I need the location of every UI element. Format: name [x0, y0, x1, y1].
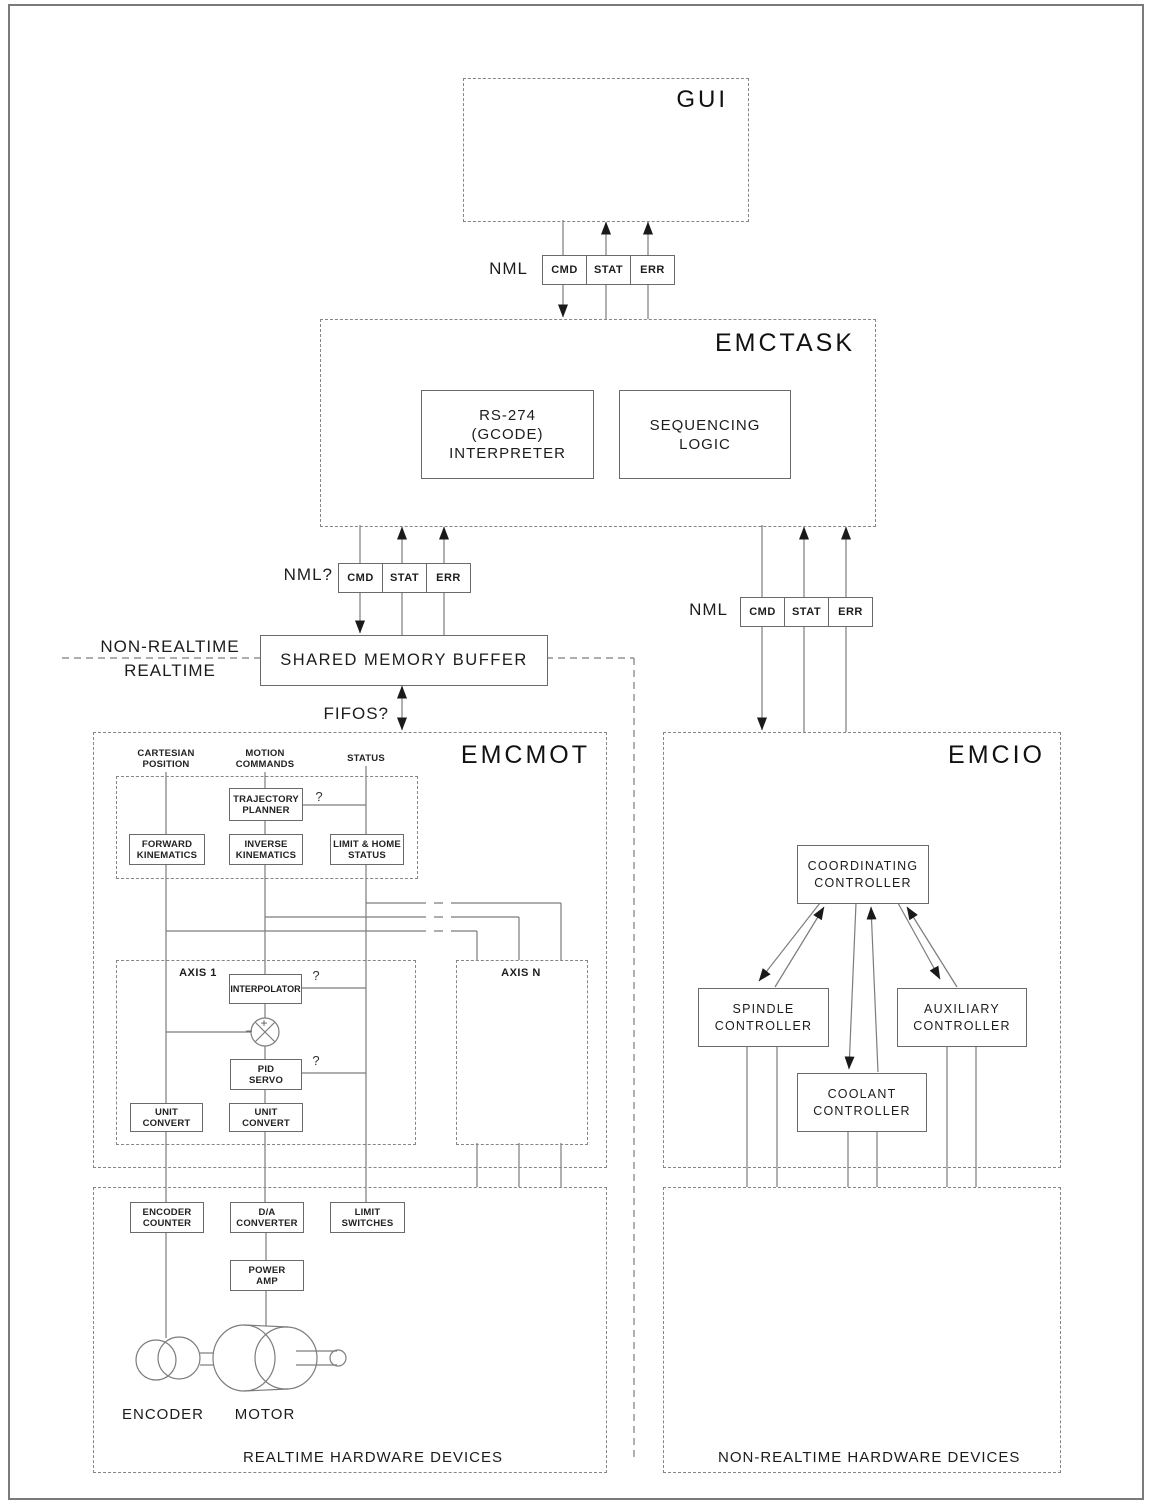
- power-amp-box: POWER AMP: [230, 1260, 304, 1291]
- encoder-label: ENCODER: [121, 1406, 204, 1423]
- shared-memory-buffer-box: SHARED MEMORY BUFFER: [260, 635, 548, 686]
- motor-label: MOTOR: [234, 1406, 296, 1423]
- auxiliary-controller-box: AUXILIARY CONTROLLER: [897, 988, 1027, 1047]
- axis1-label: AXIS 1: [179, 967, 217, 979]
- coordinating-controller-box: COORDINATING CONTROLLER: [797, 845, 929, 904]
- err-channel-top: ERR: [630, 255, 675, 285]
- axisn-label: AXIS N: [501, 967, 541, 979]
- nonrealtime-hw-title: NON-REALTIME HARDWARE DEVICES: [718, 1449, 1021, 1466]
- emcmot-title: EMCMOT: [460, 741, 590, 769]
- realtime-divider-label: REALTIME: [124, 661, 216, 680]
- trajectory-planner-box: TRAJECTORY PLANNER: [229, 788, 303, 821]
- err-channel-left: ERR: [426, 563, 471, 593]
- emcio-title: EMCIO: [948, 741, 1045, 769]
- nml-channels-right: [740, 597, 873, 627]
- interpolator-question-mark: ?: [312, 968, 320, 983]
- spindle-controller-box: SPINDLE CONTROLLER: [698, 988, 829, 1047]
- summing-plus-sign: +: [260, 1016, 268, 1030]
- err-channel-right: ERR: [828, 597, 873, 627]
- inverse-kinematics-box: INVERSE KINEMATICS: [229, 834, 303, 865]
- limit-switches-box: LIMIT SWITCHES: [330, 1202, 405, 1233]
- nonrealtime-hw-box: [663, 1187, 1061, 1473]
- da-converter-box: D/A CONVERTER: [230, 1202, 304, 1233]
- encoder-counter-box: ENCODER COUNTER: [130, 1202, 204, 1233]
- non-realtime-divider-label: NON-REALTIME: [100, 637, 240, 656]
- nml-label-top: NML: [489, 259, 528, 278]
- unit-convert-center-box: UNIT CONVERT: [229, 1103, 303, 1132]
- interpolator-box: INTERPOLATOR: [229, 974, 302, 1004]
- cmd-channel-top: CMD: [542, 255, 587, 285]
- gcode-interpreter-box: RS-274 (GCODE) INTERPRETER: [421, 390, 594, 479]
- sequencing-logic-box: SEQUENCING LOGIC: [619, 390, 791, 479]
- stat-channel-right: STAT: [784, 597, 829, 627]
- limit-home-status-box: LIMIT & HOME STATUS: [330, 834, 404, 865]
- pid-question-mark: ?: [312, 1053, 320, 1068]
- nml-channels-top: [542, 255, 675, 285]
- cartesian-position-label: CARTESIAN POSITION: [137, 748, 195, 770]
- motion-commands-label: MOTION COMMANDS: [235, 748, 295, 770]
- trajectory-question-mark: ?: [315, 789, 323, 804]
- pid-servo-box: PID SERVO: [230, 1059, 302, 1090]
- forward-kinematics-box: FORWARD KINEMATICS: [129, 834, 205, 865]
- realtime-hw-title: REALTIME HARDWARE DEVICES: [242, 1449, 504, 1466]
- cmd-channel-right: CMD: [740, 597, 785, 627]
- summing-minus-sign: −: [245, 1024, 253, 1038]
- cmd-channel-left: CMD: [338, 563, 383, 593]
- nml-label-right: NML: [689, 600, 728, 619]
- unit-convert-left-box: UNIT CONVERT: [130, 1103, 203, 1132]
- stat-channel-left: STAT: [382, 563, 427, 593]
- nml-q-label: NML?: [283, 565, 333, 584]
- emctask-title: EMCTASK: [715, 329, 855, 357]
- coolant-controller-box: COOLANT CONTROLLER: [797, 1073, 927, 1132]
- nml-channels-left: [338, 563, 471, 593]
- status-column-label: STATUS: [347, 753, 385, 764]
- fifos-label: FIFOS?: [323, 704, 389, 723]
- stat-channel-top: STAT: [586, 255, 631, 285]
- axisn-box: [456, 960, 588, 1145]
- gui-title: GUI: [676, 86, 728, 113]
